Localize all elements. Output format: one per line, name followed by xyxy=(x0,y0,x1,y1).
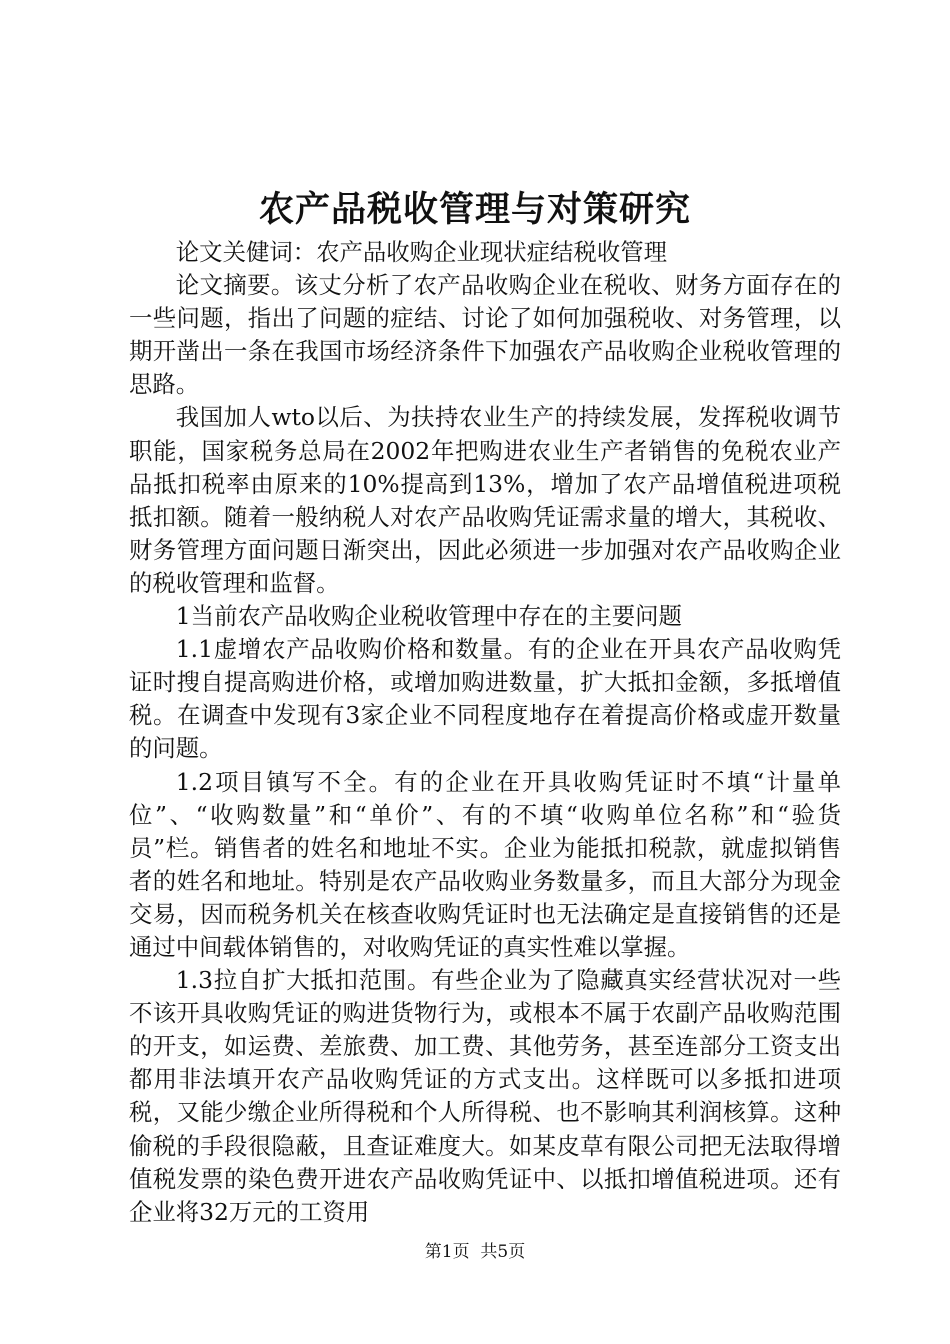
abstract-paragraph: 论文摘要。该丈分析了农产品收购企业在税收、财务方面存在的一些问题，指出了问题的症结、讨论了如何加强税收、对务管理，以期开凿出一条在我国市场经济条件下加强农产品收购企业税收管理的思路。 xyxy=(129,271,841,399)
intro-paragraph: 我国加人wto以后、为扶持农业生产的持续发展，发挥税收调节职能，国家税务总局在2002年把购进农业生产者销售的免税农业产品抵扣税率由原来的10%提高到13%，增加了农产品增值税进项税抵扣额。随着一般纳税人对农产品收购凭证需求量的增大，其税收、财务管理方面问题日渐突出，因此必须进一步加强对农产品收购企业的税收管理和监督。 xyxy=(129,403,841,597)
subsection-1-1-paragraph: 1.1虚增农产品收购价格和数量。有的企业在开具农产品收购凭证时搜自提高购进价格，或增加购进数量，扩大抵扣金额，多抵增值税。在调查中发现有3家企业不同程度地存在着提高价格或虚开数量的问题。 xyxy=(129,635,841,763)
section-heading: 1当前农产品收购企业税收管理中存在的主要问题 xyxy=(175,602,682,631)
page-footer xyxy=(0,1240,950,1264)
subsection-1-3-paragraph: 1.3拉自扩大抵扣范围。有些企业为了隐藏真实经营状况对一些不该开具收购凭证的购进货物行为，或根本不属于农副产品收购范围的开支，如运费、差旅费、加工费、其他劳务，甚至连部分工资支出都用非法填开农产品收购凭证的方式支出。这样既可以多抵扣进项税，又能少缴企业所得税和个人所得税、也不影响其利润核算。这种偷税的手段很隐蔽，且查证难度大。如某皮草有限公司把无法取得增值税发票的染色费开进农产品收购凭证中、以抵扣增值税进项。还有企业将32万元的工资用 xyxy=(129,966,841,1226)
keywords-paragraph: 论文关健词：农产品收购企业现状症结税收管理 xyxy=(175,238,667,266)
document-body xyxy=(129,236,841,1229)
page-number: 第1页 xyxy=(424,1242,470,1262)
document-title: 农产品税收管理与对策研究 xyxy=(258,189,691,230)
page-total: 共5页 xyxy=(480,1242,526,1262)
subsection-1-2-paragraph: 1.2项目镇写不全。有的企业在开具收购凭证时不填“计量单位”、“收购数量”和“单价”、有的不填“收购单位名称”和“验货员”栏。销售者的姓名和地址不实。企业为能抵扣税款，就虚拟销售者的姓名和地址。特别是农产品收购业务数量多，而且大部分为现金交易，因而税务机关在核查收购凭证时也无法确定是直接销售的还是通过中间载体销售的，对收购凭证的真实性难以掌握。 xyxy=(129,767,841,961)
